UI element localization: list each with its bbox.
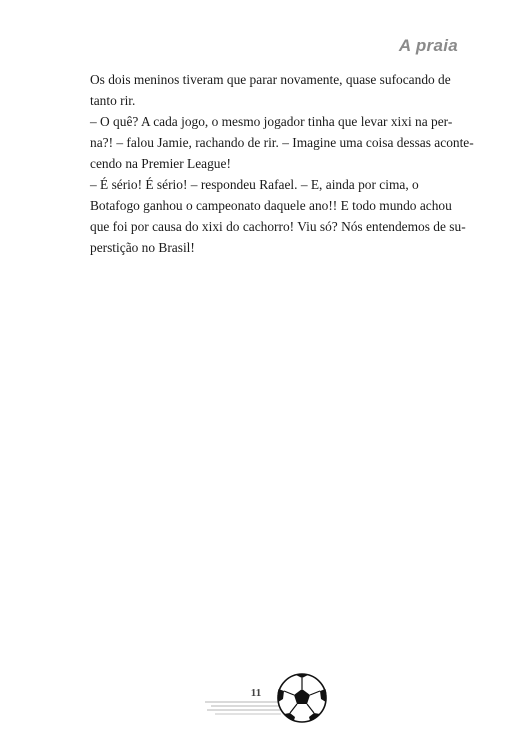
text-line: Botafogo ganhou o campeonato daquele ano!! E todo mundo achou [90, 198, 452, 213]
text-line: que foi por causa do xixi do cachorro! Viu só? Nós entendemos de su- [90, 219, 466, 234]
paragraph-2 [72, 111, 474, 174]
text-line: tanto rir. [90, 93, 136, 108]
paragraph-3 [72, 174, 466, 258]
text-line: Os dois meninos tiveram que parar novamente, quase sufocando de [90, 72, 451, 87]
text-line: na?! – falou Jamie, rachando de rir. – Imagine uma coisa dessas aconte- [90, 135, 474, 150]
text-line: – É sério! É sério! – respondeu Rafael. – E, ainda por cima, o [90, 177, 419, 192]
text-line: cendo na Premier League! [90, 156, 231, 171]
text-line: perstição no Brasil! [90, 240, 195, 255]
paragraph-1 [72, 69, 458, 111]
speed-lines-icon [205, 700, 285, 716]
text-line: – O quê? A cada jogo, o mesmo jogador tinha que levar xixi na per- [90, 114, 453, 129]
body-text [72, 69, 474, 258]
page-footer [0, 660, 510, 740]
soccer-ball-icon [276, 672, 328, 724]
page-number: 11 [250, 687, 262, 699]
chapter-title: A praia [398, 36, 458, 55]
